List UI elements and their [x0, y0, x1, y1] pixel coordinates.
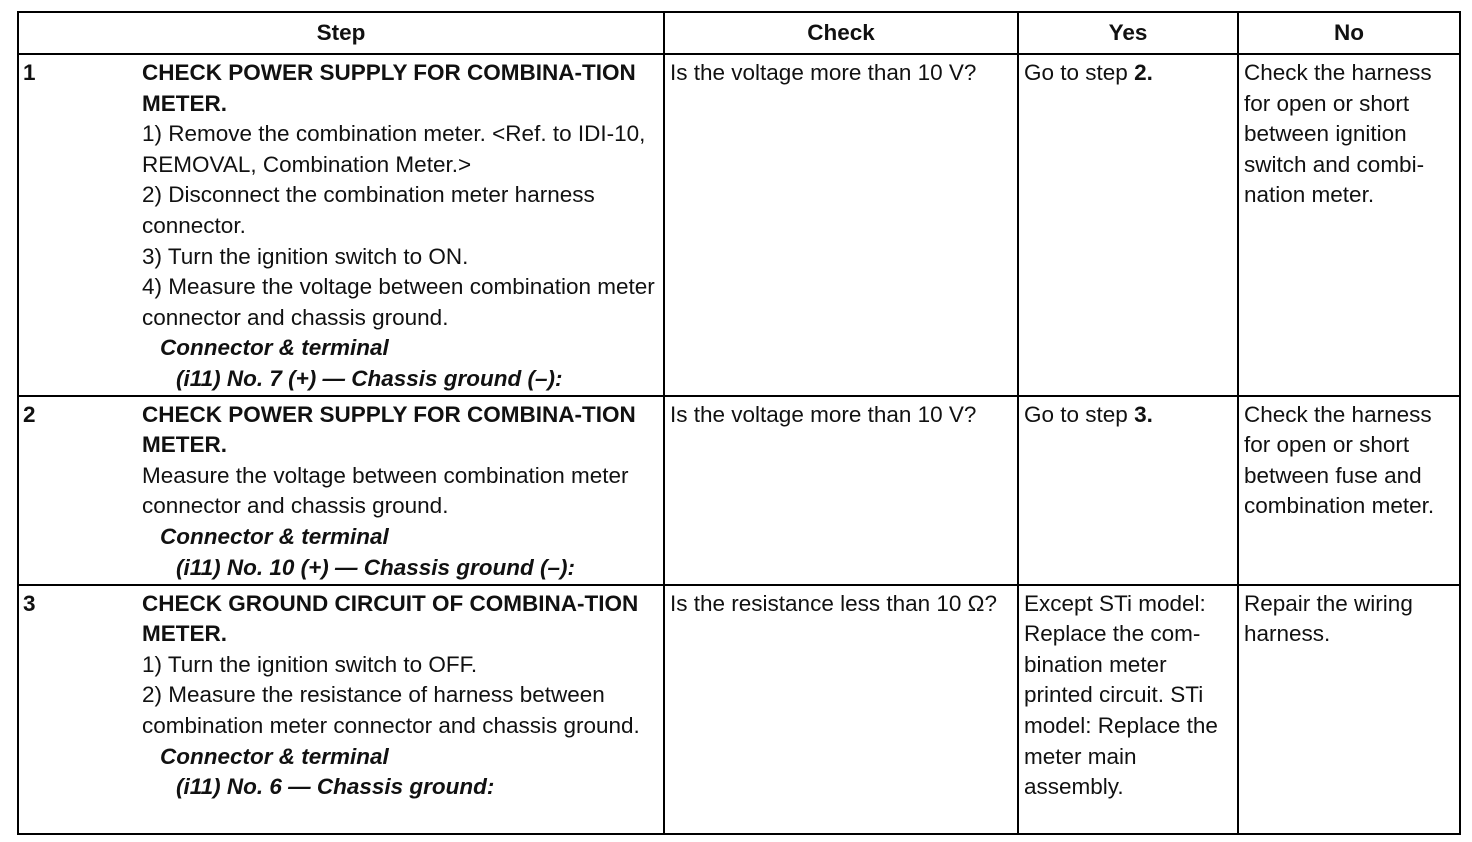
header-no: No — [1238, 12, 1460, 54]
yes-step-ref: 3. — [1134, 401, 1153, 427]
step-instruction: 4) Measure the voltage between combination meter connector and chassis ground. — [142, 274, 655, 330]
step-description — [142, 396, 664, 585]
no-cell: Repair the wiring harness. — [1238, 585, 1460, 834]
step-instruction: 3) Turn the ignition switch to ON. — [142, 243, 469, 269]
step-instruction: Measure the voltage between combination meter connector and chassis ground. — [142, 462, 629, 519]
check-cell: Is the voltage more than 10 V? — [664, 396, 1018, 585]
yes-step-ref: 2. — [1134, 60, 1153, 85]
yes-cell: Except STi model: Replace the com-bination meter printed circuit. STi model: Replace the meter main assembly. — [1018, 585, 1238, 834]
table-row — [18, 54, 1460, 396]
header-step: Step — [18, 12, 664, 54]
step-description — [142, 54, 664, 396]
diagnostic-table-container — [17, 11, 1461, 835]
step-number: 3 — [18, 585, 142, 834]
table-row — [18, 396, 1460, 585]
header-check: Check — [664, 12, 1018, 54]
step-number: 1 — [18, 54, 142, 396]
step-title: CHECK POWER SUPPLY FOR COMBINA-TION METER. — [142, 401, 636, 458]
check-cell: Is the resistance less than 10 Ω? — [664, 585, 1018, 834]
step-instruction: 1) Remove the combination meter. <Ref. to IDI-10, REMOVAL, Combination Meter.> — [142, 121, 646, 177]
table-row — [18, 585, 1460, 834]
diagnostic-table — [17, 11, 1461, 835]
step-instruction: 2) Disconnect the combination meter harness connector. — [142, 182, 595, 238]
step-instruction: 1) Turn the ignition switch to OFF. — [142, 651, 478, 677]
connector-terminal: (i11) No. 6 — Chassis ground: — [176, 774, 495, 800]
connector-terminal: (i11) No. 10 (+) — Chassis ground (–): — [176, 554, 576, 580]
connector-label: Connector & terminal — [160, 523, 389, 549]
step-number: 2 — [18, 396, 142, 585]
yes-text: Go to step — [1024, 60, 1135, 85]
step-description — [142, 585, 664, 834]
table-header-row — [18, 12, 1460, 54]
yes-cell — [1018, 396, 1238, 585]
step-title: CHECK POWER SUPPLY FOR COMBINA-TION METER. — [142, 60, 636, 116]
connector-label: Connector & terminal — [160, 335, 389, 361]
check-cell: Is the voltage more than 10 V? — [664, 54, 1018, 396]
step-title: CHECK GROUND CIRCUIT OF COMBINA-TION METER. — [142, 590, 639, 647]
no-cell: Check the harness for open or short between ignition switch and combi-nation meter. — [1238, 54, 1460, 396]
no-cell: Check the harness for open or short between fuse and combination meter. — [1238, 396, 1460, 585]
connector-terminal: (i11) No. 7 (+) — Chassis ground (–): — [176, 365, 563, 391]
yes-cell — [1018, 54, 1238, 396]
header-yes: Yes — [1018, 12, 1238, 54]
yes-text: Go to step — [1024, 401, 1135, 427]
step-instruction: 2) Measure the resistance of harness between combination meter connector and chassis ground. — [142, 682, 640, 738]
connector-label: Connector & terminal — [160, 743, 389, 769]
